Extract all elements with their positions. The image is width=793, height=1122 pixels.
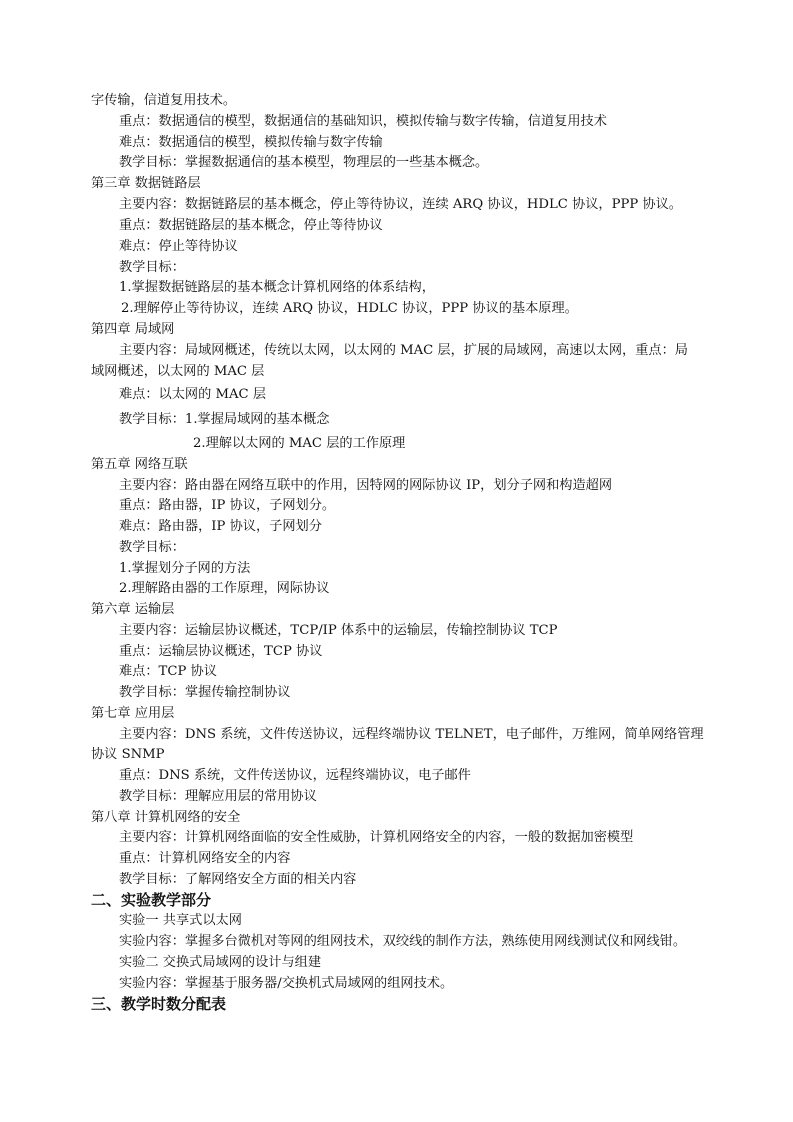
text-line: 实验一 共享式以太网 — [119, 913, 242, 928]
chapter-heading: 第五章 网络互联 — [91, 457, 188, 472]
text-line: 域网概述，以太网的 MAC 层 — [91, 364, 265, 379]
text-line: 难点：停止等待协议 — [119, 239, 238, 254]
text-line: 重点：DNS 系统，文件传送协议，远程终端协议，电子邮件 — [119, 768, 471, 783]
text-line: 协议 SNMP — [91, 747, 165, 762]
text-line: 难点：路由器，IP 协议，子网划分 — [119, 519, 322, 534]
chapter-heading: 第三章 数据链路层 — [91, 176, 201, 191]
text-line: 教学目标：1.掌握局域网的基本概念 — [119, 412, 330, 427]
section-heading: 二、实验教学部分 — [91, 891, 212, 909]
text-line: 主要内容：DNS 系统，文件传送协议，远程终端协议 TELNET，电子邮件，万维网，简单网络管理 — [119, 727, 704, 742]
text-line: 教学目标：了解网络安全方面的相关内容 — [119, 872, 357, 887]
chapter-heading: 第四章 局域网 — [91, 322, 175, 337]
chapter-heading: 第六章 运输层 — [91, 602, 175, 617]
text-line: 教学目标：理解应用层的常用协议 — [119, 789, 317, 804]
text-line: 重点：数据链路层的基本概念，停止等待协议 — [119, 218, 383, 233]
text-line: 教学目标： — [119, 260, 185, 275]
text-line: 教学目标： — [119, 540, 185, 555]
chapter-heading: 第七章 应用层 — [91, 706, 175, 721]
text-line: 2.理解以太网的 MAC 层的工作原理 — [193, 436, 406, 451]
text-line: 重点：计算机网络安全的内容 — [119, 851, 291, 866]
text-line: 1.掌握划分子网的方法 — [119, 561, 251, 576]
text-line: 2.理解路由器的工作原理，网际协议 — [119, 581, 330, 596]
text-line: 难点：以太网的 MAC 层 — [119, 387, 266, 402]
text-line: 主要内容：路由器在网络互联中的作用，因特网的网际协议 IP，划分子网和构造超网 — [119, 478, 613, 493]
text-line: 实验内容：掌握基于服务器/交换机式局域网的组网技术。 — [119, 976, 454, 991]
text-line: 重点：路由器，IP 协议，子网划分。 — [119, 498, 336, 513]
text-line: 重点：数据通信的模型，数据通信的基础知识，模拟传输与数字传输，信道复用技术 — [119, 114, 607, 129]
text-line: 2.理解停止等待协议，连续 ARQ 协议，HDLC 协议，PPP 协议的基本原理。 — [121, 301, 578, 316]
text-line: 难点：TCP 协议 — [119, 664, 217, 679]
text-line: 重点：运输层协议概述，TCP 协议 — [119, 644, 323, 659]
chapter-heading: 第八章 计算机网络的安全 — [91, 810, 241, 825]
text-line: 教学目标：掌握传输控制协议 — [119, 685, 291, 700]
text-line: 实验二 交换式局域网的设计与组建 — [119, 955, 322, 970]
text-line: 主要内容：数据链路层的基本概念，停止等待协议，连续 ARQ 协议，HDLC 协议，PPP 协议。 — [119, 197, 682, 212]
text-line: 1.掌握数据链路层的基本概念计算机网络的体系结构， — [119, 280, 435, 295]
text-line: 难点：数据通信的模型，模拟传输与数字传输 — [119, 135, 383, 150]
text-line: 主要内容：局域网概述，传统以太网，以太网的 MAC 层，扩展的局域网，高速以太网，重点：局 — [119, 343, 688, 358]
text-line: 教学目标：掌握数据通信的基本模型，物理层的一些基本概念。 — [119, 155, 489, 170]
section-heading: 三、教学时数分配表 — [91, 995, 227, 1013]
text-line: 实验内容：掌握多台微机对等网的组网技术，双绞线的制作方法，熟练使用网线测试仪和网线钳。 — [119, 934, 687, 949]
text-line: 主要内容：运输层协议概述，TCP/IP 体系中的运输层，传输控制协议 TCP — [119, 623, 558, 638]
text-line: 主要内容：计算机网络面临的安全性威胁，计算机网络安全的内容，一般的数据加密模型 — [119, 830, 634, 845]
text-line: 字传输，信道复用技术。 — [91, 93, 237, 108]
